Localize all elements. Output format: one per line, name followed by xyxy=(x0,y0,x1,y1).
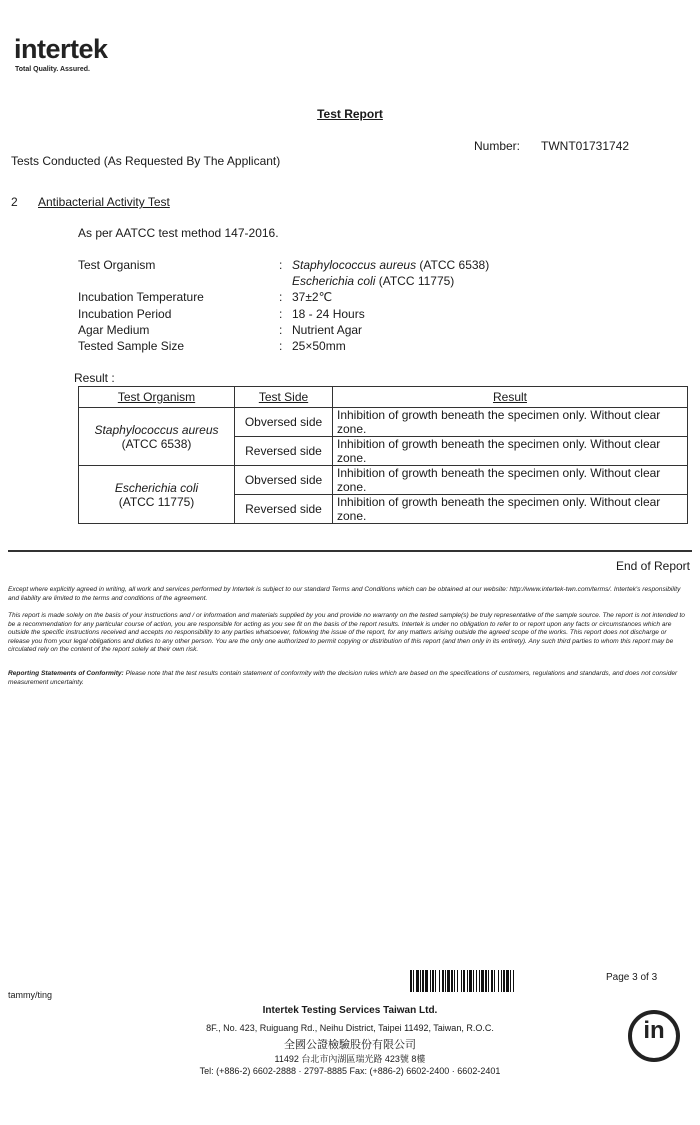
intertek-emblem-text: in xyxy=(643,1017,665,1044)
param-label-temperature: Incubation Temperature xyxy=(78,290,204,304)
result-label: Result : xyxy=(74,371,115,385)
param-colon: : xyxy=(279,307,283,321)
end-of-report: End of Report xyxy=(615,559,690,573)
company-name: Intertek Testing Services Taiwan Ltd. xyxy=(262,1005,438,1016)
organism-strain: (ATCC 6538) xyxy=(121,436,192,451)
section-number: 2 xyxy=(11,195,18,209)
result-cell: Inhibition of growth beneath the specimen only. Without clear zone. xyxy=(333,466,688,495)
preparer-initials: tammy/ting xyxy=(8,990,53,1000)
company-address-chinese: 11492 台北市內湖區瑞光路 423號 8樓 xyxy=(274,1054,426,1064)
page-number: Page 3 of 3 xyxy=(606,972,658,983)
company-name-chinese: 全國公證檢驗股份有限公司 xyxy=(284,1039,416,1051)
organism-strain: (ATCC 11775) xyxy=(375,274,455,288)
organism-cell xyxy=(79,408,235,466)
param-colon: : xyxy=(279,323,283,337)
param-colon: : xyxy=(279,290,283,304)
conformity-heading: Reporting Statements of Conformity: xyxy=(8,670,124,677)
intertek-logo: intertek xyxy=(14,34,108,64)
company-address: 8F., No. 423, Ruiguang Rd., Neihu District, Taipei 11492, Taiwan, R.O.C. xyxy=(206,1023,494,1033)
report-disclaimer: This report is made solely on the basis of your instructions and / or information and materials supplied by you and provide no warranty on the tested sample(s) be truly representative of the sample source. The report is not intended to be a recommendation for any particular course of action, you are responsible for acting as you see fit on the basis of the report results. Intertek is under no obligation to refer to or report upon any facts or circumstances which are outside the specific instructions received and accepts no responsibility to any parties whatsoever, following the issue of the report, for any matters arising outside the agreed scope of the works. This report does not discharge or release you from your legal obligations and duties to any other person. You are the only one authorized to permit copying or distribution of this report (and then only in its entirety). Any such third parties to whom this report may be circulated rely on the content of the report solely at their own risk. xyxy=(8,612,685,654)
param-colon: : xyxy=(279,258,283,272)
column-header: Test Organism xyxy=(79,387,235,408)
column-header: Test Side xyxy=(235,387,333,408)
table-header-row xyxy=(79,387,688,408)
param-label-agar: Agar Medium xyxy=(78,323,150,337)
organism-name: Staphylococcus aureus xyxy=(94,422,219,437)
logo-tagline: Total Quality. Assured. xyxy=(15,66,90,73)
organism-name: Escherichia coli xyxy=(292,274,376,288)
conformity-statement xyxy=(8,670,690,687)
report-number-value: TWNT01731742 xyxy=(541,139,630,153)
organism-strain: (ATCC 11775) xyxy=(118,494,195,509)
param-colon: : xyxy=(279,339,283,353)
organism-name: Staphylococcus aureus xyxy=(292,258,417,272)
param-value-agar: Nutrient Agar xyxy=(292,323,363,337)
test-side-cell: Obversed side xyxy=(235,466,333,495)
divider xyxy=(8,550,692,552)
report-number-label: Number: xyxy=(474,139,521,153)
test-method: As per AATCC test method 147-2016. xyxy=(78,226,279,240)
param-value-organism xyxy=(292,258,489,272)
company-phone-fax: Tel: (+886-2) 6602-2888 · 2797-8885 Fax: (+886-2) 6602-2400 · 6602-2401 xyxy=(199,1066,501,1076)
barcode xyxy=(410,970,600,992)
column-header: Result xyxy=(333,387,688,408)
conformity-text: Please note that the test results contain statement of conformity with the decision rules which are based on the specifications of customers, regulations and standards, and does not consider measurement uncertainty. xyxy=(8,670,678,686)
param-value-period: 18 - 24 Hours xyxy=(292,307,365,321)
result-cell: Inhibition of growth beneath the specimen only. Without clear zone. xyxy=(333,437,688,466)
organism-name: Escherichia coli xyxy=(114,480,199,495)
table-row xyxy=(79,408,688,437)
test-side-cell: Reversed side xyxy=(235,437,333,466)
section-title: Antibacterial Activity Test xyxy=(38,195,170,209)
test-side-cell: Obversed side xyxy=(235,408,333,437)
param-value-organism-2 xyxy=(292,274,454,288)
terms-disclaimer: Except where explicitly agreed in writing, all work and services performed by Intertek is subject to our standard Terms and Conditions which can be obtained at our website: http://www.intertek-twn.com/terms/. Intertek's responsibility and liability are limited to the terms and conditions of the agreement. xyxy=(8,586,681,602)
param-value-temperature: 37±2℃ xyxy=(292,290,333,304)
organism-strain: (ATCC 6538) xyxy=(416,258,490,272)
result-cell: Inhibition of growth beneath the specimen only. Without clear zone. xyxy=(333,408,688,437)
table-row xyxy=(79,466,688,495)
organism-cell xyxy=(79,466,235,524)
report-title: Test Report xyxy=(317,107,383,121)
param-label-period: Incubation Period xyxy=(78,307,172,321)
param-label-organism: Test Organism xyxy=(78,258,156,272)
param-value-sample-size: 25×50mm xyxy=(292,339,346,353)
barcode-bar xyxy=(514,970,516,992)
result-cell: Inhibition of growth beneath the specimen only. Without clear zone. xyxy=(333,495,688,524)
test-side-cell: Reversed side xyxy=(235,495,333,524)
result-table xyxy=(78,386,688,524)
tests-conducted-line: Tests Conducted (As Requested By The Applicant) xyxy=(11,154,281,168)
param-label-sample-size: Tested Sample Size xyxy=(78,339,185,353)
